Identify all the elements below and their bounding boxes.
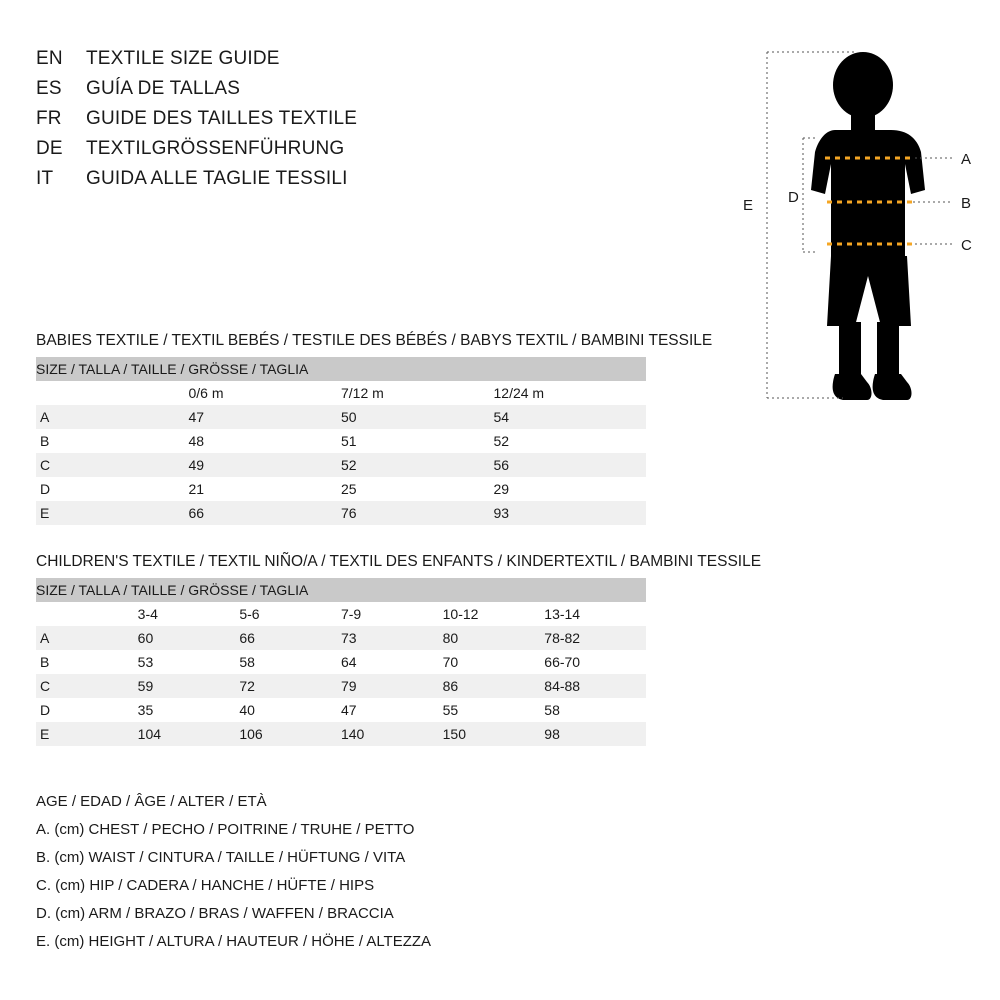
table-row xyxy=(36,650,646,674)
cell: 79 xyxy=(341,674,443,698)
cell: 66 xyxy=(239,626,341,650)
row-label: E xyxy=(36,501,189,525)
row-label: A xyxy=(36,405,189,429)
column-header: 0/6 m xyxy=(189,381,342,405)
cell: 47 xyxy=(189,405,342,429)
cell: 93 xyxy=(494,501,647,525)
cell: 52 xyxy=(494,429,647,453)
cell: 73 xyxy=(341,626,443,650)
marker-c: C xyxy=(961,237,972,254)
marker-e: E xyxy=(743,197,754,214)
cell: 55 xyxy=(443,698,545,722)
column-header: 10-12 xyxy=(443,602,545,626)
cell: 40 xyxy=(239,698,341,722)
language-title: GUÍA DE TALLAS xyxy=(86,78,241,99)
column-header: 12/24 m xyxy=(494,381,647,405)
cell: 50 xyxy=(341,405,494,429)
babies-size-table xyxy=(36,357,646,525)
column-header: 7-9 xyxy=(341,602,443,626)
table-row xyxy=(36,477,646,501)
column-header: 5-6 xyxy=(239,602,341,626)
cell: 58 xyxy=(544,698,646,722)
legend-item: D. (cm) ARM / BRAZO / BRAS / WAFFEN / BRACCIA xyxy=(36,905,394,922)
children-section-title: CHILDREN'S TEXTILE / TEXTIL NIÑO/A / TEXTIL DES ENFANTS / KINDERTEXTIL / BAMBINI TESSILE xyxy=(36,553,762,570)
language-row xyxy=(36,48,636,78)
table-row xyxy=(36,429,646,453)
table-column-row xyxy=(36,381,646,405)
cell: 78-82 xyxy=(544,626,646,650)
language-code: FR xyxy=(36,108,62,129)
measurement-legend xyxy=(36,788,636,956)
language-row xyxy=(36,168,636,198)
language-code: DE xyxy=(36,138,63,159)
table-row xyxy=(36,698,646,722)
cell: 64 xyxy=(341,650,443,674)
cell: 52 xyxy=(341,453,494,477)
language-row xyxy=(36,78,636,108)
table-row xyxy=(36,501,646,525)
table-row xyxy=(36,453,646,477)
cell: 140 xyxy=(341,722,443,746)
legend-item: E. (cm) HEIGHT / ALTURA / HAUTEUR / HÖHE / ALTEZZA xyxy=(36,933,432,950)
table-row xyxy=(36,722,646,746)
babies-section-title: BABIES TEXTILE / TEXTIL BEBÉS / TESTILE DES BÉBÉS / BABYS TEXTIL / BAMBINI TESSILE xyxy=(36,332,713,349)
child-silhouette-icon xyxy=(811,52,925,400)
cell: 106 xyxy=(239,722,341,746)
children-header-label: SIZE / TALLA / TAILLE / GRÖSSE / TAGLIA xyxy=(36,578,646,602)
cell: 104 xyxy=(138,722,240,746)
cell: 56 xyxy=(494,453,647,477)
language-row xyxy=(36,138,636,168)
language-title: GUIDE DES TAILLES TEXTILE xyxy=(86,108,358,129)
cell: 21 xyxy=(189,477,342,501)
cell: 54 xyxy=(494,405,647,429)
cell: 66 xyxy=(189,501,342,525)
marker-a: A xyxy=(961,151,972,168)
cell: 49 xyxy=(189,453,342,477)
legend-item: A. (cm) CHEST / PECHO / POITRINE / TRUHE / PETTO xyxy=(36,821,415,838)
babies-section xyxy=(36,332,713,525)
language-title: GUIDA ALLE TAGLIE TESSILI xyxy=(86,168,348,189)
legend-item: B. (cm) WAIST / CINTURA / TAILLE / HÜFTUNG / VITA xyxy=(36,849,406,866)
cell: 29 xyxy=(494,477,647,501)
cell: 76 xyxy=(341,501,494,525)
cell: 66-70 xyxy=(544,650,646,674)
language-code: IT xyxy=(36,168,54,189)
row-label: C xyxy=(36,674,138,698)
empty-corner xyxy=(36,381,189,405)
cell: 98 xyxy=(544,722,646,746)
cell: 35 xyxy=(138,698,240,722)
language-code: EN xyxy=(36,48,63,69)
body-measurement-figure xyxy=(735,30,985,420)
language-title: TEXTILGRÖSSENFÜHRUNG xyxy=(86,138,345,159)
column-header: 13-14 xyxy=(544,602,646,626)
column-header: 7/12 m xyxy=(341,381,494,405)
table-row xyxy=(36,674,646,698)
table-row xyxy=(36,626,646,650)
empty-corner xyxy=(36,602,138,626)
row-label: E xyxy=(36,722,138,746)
babies-header-label: SIZE / TALLA / TAILLE / GRÖSSE / TAGLIA xyxy=(36,357,646,381)
arm-span-bracket xyxy=(803,138,815,252)
cell: 80 xyxy=(443,626,545,650)
cell: 60 xyxy=(138,626,240,650)
table-header-row xyxy=(36,357,646,381)
cell: 47 xyxy=(341,698,443,722)
row-label: D xyxy=(36,698,138,722)
cell: 84-88 xyxy=(544,674,646,698)
cell: 86 xyxy=(443,674,545,698)
children-size-table xyxy=(36,578,646,746)
children-section xyxy=(36,553,762,746)
marker-d: D xyxy=(788,189,799,206)
language-code: ES xyxy=(36,78,62,99)
row-label: D xyxy=(36,477,189,501)
cell: 72 xyxy=(239,674,341,698)
cell: 150 xyxy=(443,722,545,746)
row-label: B xyxy=(36,650,138,674)
language-title: TEXTILE SIZE GUIDE xyxy=(86,48,280,69)
cell: 59 xyxy=(138,674,240,698)
row-label: A xyxy=(36,626,138,650)
table-header-row xyxy=(36,578,646,602)
table-row xyxy=(36,405,646,429)
cell: 58 xyxy=(239,650,341,674)
marker-b: B xyxy=(961,195,972,212)
cell: 48 xyxy=(189,429,342,453)
cell: 25 xyxy=(341,477,494,501)
legend-item: C. (cm) HIP / CADERA / HANCHE / HÜFTE / HIPS xyxy=(36,877,375,894)
language-title-block xyxy=(36,48,636,198)
legend-item: AGE / EDAD / ÂGE / ALTER / ETÀ xyxy=(36,793,267,810)
cell: 53 xyxy=(138,650,240,674)
language-row xyxy=(36,108,636,138)
cell: 51 xyxy=(341,429,494,453)
row-label: B xyxy=(36,429,189,453)
cell: 70 xyxy=(443,650,545,674)
table-column-row xyxy=(36,602,646,626)
row-label: C xyxy=(36,453,189,477)
column-header: 3-4 xyxy=(138,602,240,626)
